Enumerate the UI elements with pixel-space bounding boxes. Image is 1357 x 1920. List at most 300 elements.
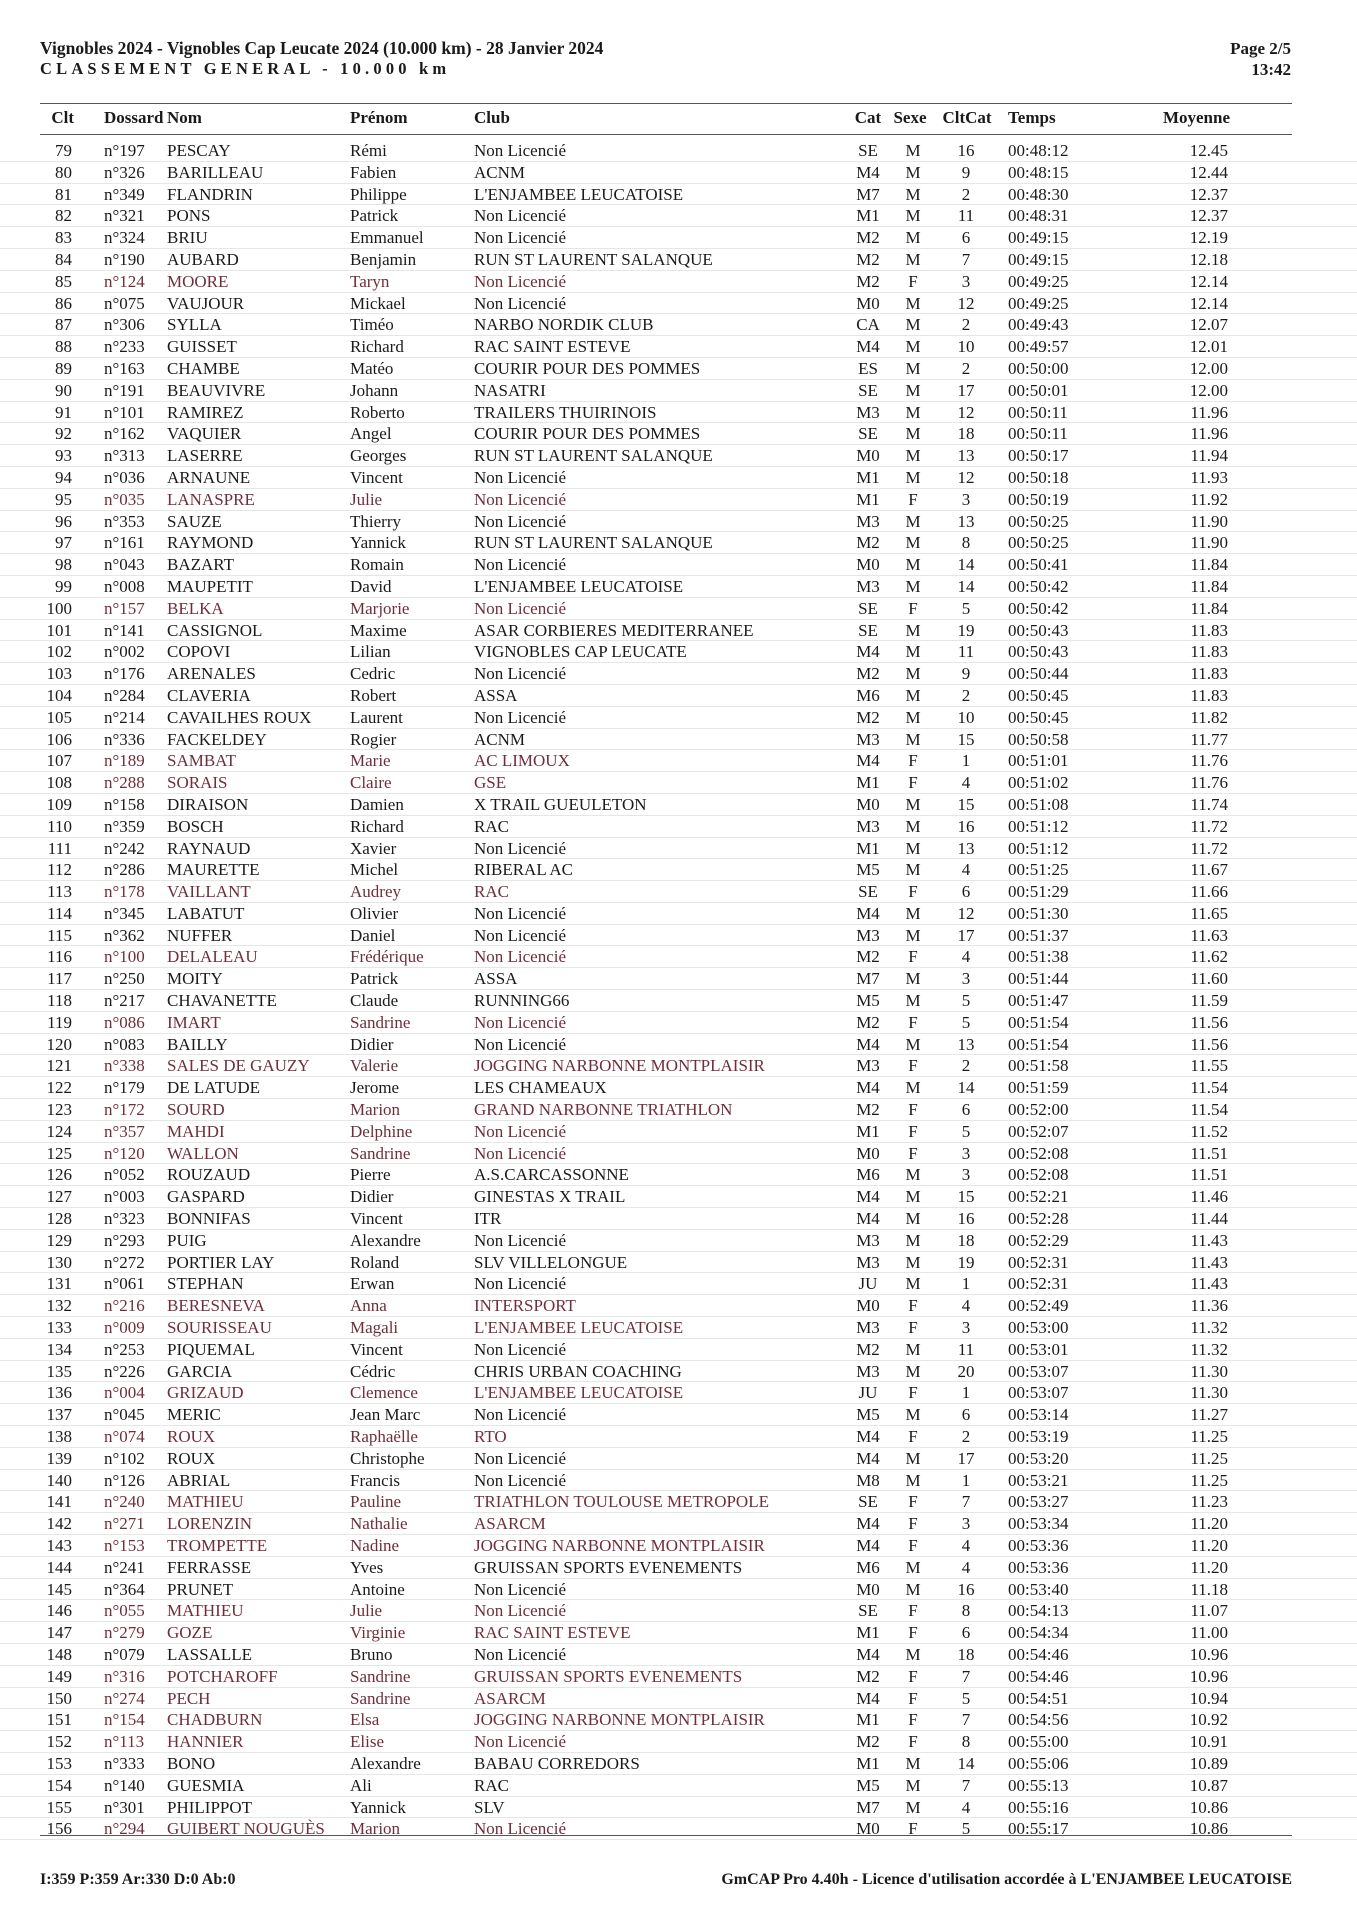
cell-category: M1 bbox=[856, 838, 880, 858]
cell-bib: n°102 bbox=[104, 1448, 145, 1468]
table-row bbox=[0, 184, 1357, 206]
cell-category-rank: 15 bbox=[957, 794, 975, 814]
cell-time: 00:51:58 bbox=[1008, 1056, 1069, 1076]
cell-sex: F bbox=[908, 1296, 918, 1316]
cell-category: M0 bbox=[856, 293, 880, 313]
cell-sex: M bbox=[905, 533, 921, 553]
cell-time: 00:52:07 bbox=[1008, 1121, 1069, 1141]
cell-category-rank: 9 bbox=[961, 664, 971, 684]
cell-rank: 149 bbox=[46, 1666, 72, 1686]
cell-category-rank: 3 bbox=[961, 1318, 971, 1338]
cell-category-rank: 3 bbox=[961, 969, 971, 989]
cell-first-name: Rémi bbox=[350, 141, 387, 160]
cell-last-name: BAILLY bbox=[167, 1034, 228, 1054]
cell-rank: 151 bbox=[46, 1710, 72, 1730]
cell-category-rank: 1 bbox=[961, 1383, 971, 1403]
cell-average-speed: 10.87 bbox=[1189, 1775, 1228, 1795]
cell-category: M3 bbox=[856, 1252, 880, 1272]
cell-first-name: Matéo bbox=[350, 358, 394, 378]
cell-bib: n°178 bbox=[104, 882, 145, 902]
cell-rank: 112 bbox=[47, 860, 72, 880]
cell-first-name: Sandrine bbox=[350, 1688, 411, 1708]
cell-sex: M bbox=[905, 1187, 921, 1207]
cell-club: Non Licencié bbox=[474, 511, 567, 531]
cell-average-speed: 10.96 bbox=[1189, 1666, 1228, 1686]
cell-club: SLV bbox=[474, 1797, 505, 1817]
cell-sex: F bbox=[908, 598, 918, 618]
cell-last-name: SYLLA bbox=[167, 315, 222, 335]
cell-club: Non Licencié bbox=[474, 1448, 567, 1468]
cell-bib: n°120 bbox=[104, 1143, 145, 1163]
cell-bib: n°189 bbox=[104, 751, 145, 771]
cell-last-name: GARCIA bbox=[167, 1361, 233, 1381]
table-row bbox=[0, 1513, 1357, 1535]
cell-category-rank: 7 bbox=[961, 1710, 971, 1730]
cell-bib: n°157 bbox=[104, 598, 145, 618]
cell-rank: 80 bbox=[55, 162, 72, 182]
cell-last-name: RAYMOND bbox=[167, 533, 254, 553]
cell-bib: n°326 bbox=[104, 162, 145, 182]
cell-last-name: BELKA bbox=[167, 598, 224, 618]
cell-bib: n°349 bbox=[104, 184, 145, 204]
cell-sex: F bbox=[908, 882, 918, 902]
cell-club: JOGGING NARBONNE MONTPLAISIR bbox=[474, 1536, 765, 1555]
cell-sex: M bbox=[905, 555, 921, 575]
col-moyenne: Moyenne bbox=[1162, 108, 1230, 127]
cell-time: 00:53:07 bbox=[1008, 1361, 1069, 1381]
cell-category: M1 bbox=[856, 773, 880, 793]
table-row bbox=[0, 1295, 1357, 1317]
cell-rank: 93 bbox=[55, 446, 72, 466]
table-row bbox=[0, 772, 1357, 794]
cell-club: GRUISSAN SPORTS EVENEMENTS bbox=[474, 1666, 743, 1686]
table-row bbox=[0, 1644, 1357, 1666]
table-row bbox=[0, 598, 1357, 620]
cell-bib: n°226 bbox=[104, 1361, 145, 1381]
cell-time: 00:53:14 bbox=[1008, 1405, 1069, 1425]
cell-time: 00:52:00 bbox=[1008, 1100, 1069, 1120]
cell-category-rank: 4 bbox=[961, 1557, 971, 1577]
cell-bib: n°124 bbox=[104, 271, 145, 291]
cell-last-name: BONNIFAS bbox=[167, 1209, 251, 1229]
cell-rank: 124 bbox=[46, 1121, 72, 1141]
cell-last-name: PRUNET bbox=[167, 1579, 234, 1599]
cell-time: 00:53:36 bbox=[1008, 1536, 1069, 1555]
cell-category-rank: 6 bbox=[961, 882, 971, 902]
cell-time: 00:51:25 bbox=[1008, 860, 1069, 880]
cell-sex: M bbox=[905, 511, 921, 531]
cell-sex: M bbox=[905, 991, 921, 1011]
cell-first-name: Antoine bbox=[350, 1579, 405, 1599]
cell-rank: 146 bbox=[46, 1601, 72, 1621]
cell-category-rank: 1 bbox=[961, 1470, 971, 1490]
cell-category: M3 bbox=[856, 729, 880, 749]
cell-rank: 101 bbox=[46, 620, 72, 640]
cell-category: M2 bbox=[856, 664, 880, 684]
cell-category-rank: 11 bbox=[957, 642, 975, 662]
cell-rank: 127 bbox=[46, 1187, 72, 1207]
cell-rank: 114 bbox=[47, 903, 72, 923]
cell-category-rank: 4 bbox=[961, 1797, 971, 1817]
cell-category-rank: 11 bbox=[957, 1339, 975, 1359]
cell-bib: n°161 bbox=[104, 533, 145, 553]
cell-first-name: Pierre bbox=[350, 1165, 391, 1185]
cell-last-name: CHADBURN bbox=[167, 1710, 263, 1730]
cell-first-name: Maxime bbox=[350, 620, 407, 640]
cell-rank: 118 bbox=[47, 991, 72, 1011]
cell-club: JOGGING NARBONNE MONTPLAISIR bbox=[474, 1710, 765, 1730]
cell-sex: F bbox=[908, 1143, 918, 1163]
cell-sex: M bbox=[905, 620, 921, 640]
cell-average-speed: 11.51 bbox=[1190, 1165, 1228, 1185]
table-row bbox=[0, 663, 1357, 685]
cell-last-name: BRIU bbox=[167, 228, 208, 248]
cell-first-name: Timéo bbox=[350, 315, 394, 335]
cell-average-speed: 11.83 bbox=[1190, 620, 1228, 640]
cell-category: M2 bbox=[856, 947, 880, 967]
cell-category: M5 bbox=[856, 1405, 880, 1425]
cell-club: COURIR POUR DES POMMES bbox=[474, 358, 701, 378]
cell-first-name: Patrick bbox=[350, 206, 399, 226]
cell-last-name: RAMIREZ bbox=[167, 402, 244, 422]
cell-category-rank: 13 bbox=[957, 1034, 975, 1054]
cell-category-rank: 19 bbox=[957, 620, 975, 640]
cell-category: M4 bbox=[856, 642, 880, 662]
cell-sex: M bbox=[905, 1209, 921, 1229]
cell-club: SLV VILLELONGUE bbox=[474, 1252, 628, 1272]
cell-last-name: MAHDI bbox=[167, 1121, 225, 1141]
cell-average-speed: 12.18 bbox=[1189, 249, 1228, 269]
cell-category-rank: 2 bbox=[961, 1056, 971, 1076]
col-prenom: Prénom bbox=[350, 108, 408, 127]
cell-last-name: CLAVERIA bbox=[167, 685, 251, 705]
cell-club: Non Licencié bbox=[474, 228, 567, 248]
cell-club: Non Licencié bbox=[474, 598, 567, 618]
cell-average-speed: 11.56 bbox=[1190, 1012, 1228, 1032]
cell-time: 00:53:21 bbox=[1008, 1470, 1069, 1490]
cell-sex: M bbox=[905, 1078, 921, 1098]
cell-first-name: Julie bbox=[350, 1601, 383, 1621]
cell-bib: n°154 bbox=[104, 1710, 145, 1730]
cell-sex: M bbox=[905, 206, 921, 226]
cell-rank: 97 bbox=[55, 533, 72, 553]
cell-sex: F bbox=[908, 1492, 918, 1512]
table-row bbox=[0, 467, 1357, 489]
cell-bib: n°241 bbox=[104, 1557, 145, 1577]
cell-sex: M bbox=[905, 141, 921, 160]
cell-club: X TRAIL GUEULETON bbox=[474, 794, 647, 814]
cell-club: RAC SAINT ESTEVE bbox=[474, 337, 631, 357]
cell-last-name: COPOVI bbox=[167, 642, 231, 662]
cell-time: 00:54:51 bbox=[1008, 1688, 1069, 1708]
cell-time: 00:53:01 bbox=[1008, 1339, 1069, 1359]
cell-bib: n°216 bbox=[104, 1296, 145, 1316]
cell-bib: n°003 bbox=[104, 1187, 145, 1207]
cell-average-speed: 11.55 bbox=[1190, 1056, 1228, 1076]
cell-club: CHRIS URBAN COACHING bbox=[474, 1361, 682, 1381]
cell-last-name: ROUZAUD bbox=[167, 1165, 251, 1185]
cell-category: M5 bbox=[856, 991, 880, 1011]
cell-time: 00:55:13 bbox=[1008, 1775, 1069, 1795]
cell-category-rank: 10 bbox=[957, 337, 975, 357]
cell-category: M0 bbox=[856, 1579, 880, 1599]
cell-last-name: LANASPRE bbox=[167, 489, 255, 509]
cell-category: SE bbox=[858, 424, 878, 444]
table-row bbox=[0, 1230, 1357, 1252]
cell-sex: M bbox=[905, 446, 921, 466]
cell-club: L'ENJAMBEE LEUCATOISE bbox=[474, 184, 684, 204]
race-stats: I:359 P:359 Ar:330 D:0 Ab:0 bbox=[40, 1871, 236, 1888]
cell-first-name: Jerome bbox=[350, 1078, 400, 1098]
cell-average-speed: 12.37 bbox=[1189, 184, 1228, 204]
table-row bbox=[0, 1034, 1357, 1056]
cell-time: 00:50:43 bbox=[1008, 642, 1069, 662]
cell-category: M2 bbox=[856, 533, 880, 553]
cell-bib: n°140 bbox=[104, 1775, 145, 1795]
cell-bib: n°172 bbox=[104, 1100, 145, 1120]
cell-category: M4 bbox=[856, 1034, 880, 1054]
cell-category-rank: 5 bbox=[961, 991, 971, 1011]
cell-first-name: Didier bbox=[350, 1187, 394, 1207]
cell-time: 00:50:01 bbox=[1008, 380, 1069, 400]
cell-club: COURIR POUR DES POMMES bbox=[474, 424, 701, 444]
cell-last-name: ABRIAL bbox=[167, 1470, 231, 1490]
cell-average-speed: 11.43 bbox=[1190, 1274, 1228, 1294]
cell-average-speed: 11.96 bbox=[1190, 402, 1228, 422]
cell-club: Non Licencié bbox=[474, 1579, 567, 1599]
cell-last-name: MOITY bbox=[167, 969, 223, 989]
table-row bbox=[0, 445, 1357, 467]
cell-bib: n°242 bbox=[104, 838, 145, 858]
cell-category: M4 bbox=[856, 337, 880, 357]
cell-sex: M bbox=[905, 162, 921, 182]
cell-category-rank: 14 bbox=[957, 555, 975, 575]
cell-last-name: CASSIGNOL bbox=[167, 620, 263, 640]
cell-sex: M bbox=[905, 1034, 921, 1054]
cell-last-name: IMART bbox=[167, 1012, 221, 1032]
cell-category: M3 bbox=[856, 1361, 880, 1381]
cell-last-name: VAUJOUR bbox=[167, 293, 245, 313]
table-row bbox=[0, 990, 1357, 1012]
cell-rank: 84 bbox=[55, 249, 72, 269]
cell-club: Non Licencié bbox=[474, 1143, 567, 1163]
cell-first-name: Magali bbox=[350, 1318, 399, 1338]
cell-average-speed: 12.45 bbox=[1189, 141, 1228, 160]
cell-first-name: Elsa bbox=[350, 1710, 380, 1730]
cell-rank: 116 bbox=[47, 947, 72, 967]
cell-time: 00:53:27 bbox=[1008, 1492, 1069, 1512]
table-row bbox=[0, 1818, 1357, 1840]
table-row bbox=[0, 532, 1357, 554]
cell-time: 00:48:31 bbox=[1008, 206, 1069, 226]
cell-category: JU bbox=[858, 1274, 878, 1294]
cell-time: 00:52:28 bbox=[1008, 1209, 1069, 1229]
cell-last-name: PHILIPPOT bbox=[167, 1797, 253, 1817]
cell-average-speed: 12.44 bbox=[1189, 162, 1228, 182]
cell-bib: n°004 bbox=[104, 1383, 145, 1403]
cell-club: INTERSPORT bbox=[474, 1296, 576, 1316]
cell-category: M3 bbox=[856, 1230, 880, 1250]
cell-first-name: Anna bbox=[350, 1296, 387, 1316]
cell-first-name: Taryn bbox=[350, 271, 390, 291]
cell-sex: M bbox=[905, 1775, 921, 1795]
cell-average-speed: 11.43 bbox=[1190, 1230, 1228, 1250]
cell-time: 00:54:56 bbox=[1008, 1710, 1069, 1730]
cell-last-name: TROMPETTE bbox=[167, 1536, 268, 1555]
cell-first-name: Thierry bbox=[350, 511, 401, 531]
cell-club: ASAR CORBIERES MEDITERRANEE bbox=[474, 620, 754, 640]
cell-category: M4 bbox=[856, 1187, 880, 1207]
cell-first-name: Bruno bbox=[350, 1644, 393, 1664]
cell-category-rank: 18 bbox=[957, 424, 975, 444]
table-row bbox=[0, 576, 1357, 598]
cell-average-speed: 11.84 bbox=[1190, 576, 1228, 596]
cell-club: Non Licencié bbox=[474, 1601, 567, 1621]
cell-bib: n°190 bbox=[104, 249, 145, 269]
cell-category-rank: 2 bbox=[961, 315, 971, 335]
cell-rank: 153 bbox=[46, 1753, 72, 1773]
cell-first-name: Yannick bbox=[350, 1797, 406, 1817]
cell-first-name: Marion bbox=[350, 1100, 401, 1120]
cell-sex: M bbox=[905, 729, 921, 749]
cell-time: 00:50:25 bbox=[1008, 511, 1069, 531]
cell-club: Non Licencié bbox=[474, 1732, 567, 1752]
cell-category: M3 bbox=[856, 925, 880, 945]
cell-first-name: Alexandre bbox=[350, 1230, 421, 1250]
cell-last-name: GRIZAUD bbox=[167, 1383, 244, 1403]
cell-time: 00:52:08 bbox=[1008, 1165, 1069, 1185]
cell-last-name: CHAVANETTE bbox=[167, 991, 277, 1011]
cell-category: M2 bbox=[856, 1732, 880, 1752]
cell-average-speed: 11.44 bbox=[1190, 1209, 1228, 1229]
column-header-rule bbox=[40, 134, 1292, 135]
cell-category: M0 bbox=[856, 1296, 880, 1316]
cell-bib: n°313 bbox=[104, 446, 145, 466]
cell-sex: F bbox=[908, 1536, 918, 1555]
cell-first-name: Xavier bbox=[350, 838, 397, 858]
cell-club: ASARCM bbox=[474, 1514, 546, 1534]
cell-average-speed: 11.25 bbox=[1190, 1427, 1228, 1447]
cell-rank: 87 bbox=[55, 315, 72, 335]
cell-sex: M bbox=[905, 576, 921, 596]
cell-sex: F bbox=[908, 1318, 918, 1338]
cell-sex: M bbox=[905, 228, 921, 248]
cell-category-rank: 16 bbox=[957, 1209, 975, 1229]
cell-last-name: CHAMBE bbox=[167, 358, 240, 378]
cell-average-speed: 11.72 bbox=[1190, 838, 1228, 858]
cell-category-rank: 17 bbox=[957, 925, 975, 945]
table-row bbox=[0, 1470, 1357, 1492]
cell-time: 00:50:11 bbox=[1008, 402, 1068, 422]
cell-rank: 117 bbox=[47, 969, 72, 989]
cell-bib: n°101 bbox=[104, 402, 145, 422]
cell-club: RAC bbox=[474, 816, 509, 836]
report-header bbox=[40, 38, 603, 79]
cell-category-rank: 16 bbox=[957, 1579, 975, 1599]
cell-average-speed: 11.32 bbox=[1190, 1339, 1228, 1359]
cell-rank: 94 bbox=[55, 467, 72, 487]
cell-category-rank: 2 bbox=[961, 184, 971, 204]
table-row bbox=[0, 838, 1357, 860]
table-row bbox=[0, 729, 1357, 751]
cell-bib: n°253 bbox=[104, 1339, 145, 1359]
cell-category: M7 bbox=[856, 1797, 880, 1817]
table-row bbox=[0, 968, 1357, 990]
cell-rank: 128 bbox=[46, 1209, 72, 1229]
cell-rank: 90 bbox=[55, 380, 72, 400]
table-row bbox=[0, 1426, 1357, 1448]
cell-rank: 134 bbox=[46, 1339, 72, 1359]
cell-rank: 142 bbox=[46, 1514, 72, 1534]
cell-average-speed: 11.82 bbox=[1190, 707, 1228, 727]
cell-first-name: Audrey bbox=[350, 882, 401, 902]
cell-last-name: DE LATUDE bbox=[167, 1078, 261, 1098]
cell-bib: n°345 bbox=[104, 903, 145, 923]
cell-rank: 81 bbox=[55, 184, 72, 204]
cell-average-speed: 11.90 bbox=[1190, 533, 1228, 553]
cell-sex: M bbox=[905, 380, 921, 400]
cell-last-name: PORTIER LAY bbox=[167, 1252, 275, 1272]
cell-club: Non Licencié bbox=[474, 489, 567, 509]
cell-sex: F bbox=[908, 947, 918, 967]
table-row bbox=[0, 750, 1357, 772]
table-row bbox=[0, 380, 1357, 402]
cell-category-rank: 5 bbox=[961, 1688, 971, 1708]
cell-category: M2 bbox=[856, 1012, 880, 1032]
cell-club: Non Licencié bbox=[474, 271, 567, 291]
table-row bbox=[0, 946, 1357, 968]
cell-average-speed: 11.84 bbox=[1190, 555, 1228, 575]
cell-first-name: Angel bbox=[350, 424, 392, 444]
cell-category: SE bbox=[858, 1601, 878, 1621]
cell-first-name: Patrick bbox=[350, 969, 399, 989]
cell-category-rank: 13 bbox=[957, 511, 975, 531]
cell-category: M0 bbox=[856, 1819, 880, 1839]
cell-time: 00:49:43 bbox=[1008, 315, 1069, 335]
cell-category: M7 bbox=[856, 969, 880, 989]
cell-category-rank: 16 bbox=[957, 141, 975, 160]
cell-category: M1 bbox=[856, 1753, 880, 1773]
cell-sex: M bbox=[905, 1557, 921, 1577]
cell-category: M3 bbox=[856, 511, 880, 531]
cell-average-speed: 11.30 bbox=[1190, 1383, 1228, 1403]
table-row bbox=[0, 1491, 1357, 1513]
cell-rank: 140 bbox=[46, 1470, 72, 1490]
cell-club: ACNM bbox=[474, 162, 526, 182]
cell-club: TRAILERS THUIRINOIS bbox=[474, 402, 657, 422]
cell-average-speed: 12.14 bbox=[1189, 293, 1228, 313]
cell-club: RUN ST LAURENT SALANQUE bbox=[474, 533, 713, 553]
cell-bib: n°008 bbox=[104, 576, 145, 596]
cell-category-rank: 6 bbox=[961, 228, 971, 248]
cell-first-name: Richard bbox=[350, 337, 404, 357]
cell-category-rank: 14 bbox=[957, 1753, 975, 1773]
cell-last-name: HANNIER bbox=[167, 1732, 244, 1752]
cell-sex: M bbox=[905, 1797, 921, 1817]
cell-rank: 108 bbox=[46, 773, 72, 793]
col-temps: Temps bbox=[1008, 108, 1056, 127]
cell-sex: M bbox=[905, 402, 921, 422]
cell-bib: n°301 bbox=[104, 1797, 145, 1817]
cell-bib: n°272 bbox=[104, 1252, 145, 1272]
cell-average-speed: 11.96 bbox=[1190, 424, 1228, 444]
table-row bbox=[0, 336, 1357, 358]
cell-bib: n°316 bbox=[104, 1666, 145, 1686]
cell-last-name: ARNAUNE bbox=[167, 467, 251, 487]
cell-bib: n°306 bbox=[104, 315, 145, 335]
cell-rank: 138 bbox=[46, 1427, 72, 1447]
cell-rank: 137 bbox=[46, 1405, 72, 1425]
